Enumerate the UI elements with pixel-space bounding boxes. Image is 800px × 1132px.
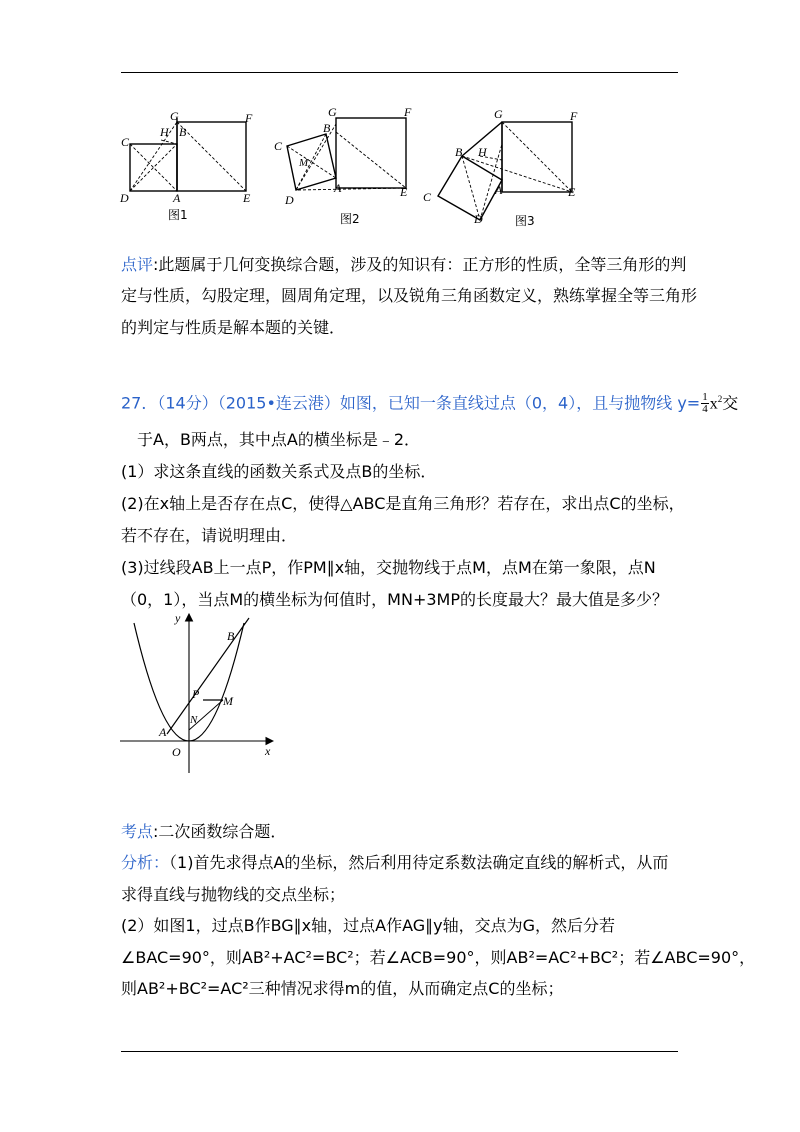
label-B: B	[179, 125, 187, 139]
figure-3	[420, 104, 585, 224]
label-A: A	[334, 181, 342, 195]
question-header-a: ．（14分）（2015•连云港）如图，已知一条直线过点（0，4），且与抛物线 y=	[141, 393, 701, 413]
graph-label-M: M	[223, 694, 233, 708]
kaodian-label: 考点	[121, 822, 154, 841]
label-C: C	[121, 135, 130, 149]
label-D: D	[474, 212, 483, 224]
figure-2-caption: 图2	[340, 212, 360, 226]
comment-line-3: 的判定与性质是解本题的关键．	[121, 318, 346, 337]
label-E: E	[568, 185, 576, 199]
parabola-graph	[115, 608, 280, 778]
comment-text-1: :此题属于几何变换综合题，涉及的知识有：正方形的性质，全等三角形的判	[153, 255, 687, 274]
label-C: C	[423, 190, 432, 204]
question-header-x: x	[709, 395, 718, 413]
label-B: B	[455, 145, 463, 159]
label-H: H	[160, 125, 169, 139]
figure-1-caption: 图1	[168, 208, 188, 222]
top-rule	[121, 72, 678, 73]
graph-label-y: y	[175, 611, 181, 625]
analysis-line-5: 则AB²+BC²=AC²三种情况求得m的值，从而确定点C的坐标；	[121, 979, 564, 998]
label-A: A	[173, 191, 181, 205]
label-B: B	[323, 121, 331, 135]
fraction-numerator: 1	[702, 391, 708, 404]
analysis-line-3: (2）如图1，过点B作BG∥x轴，过点A作AG∥y轴，交点为G，然后分若	[121, 916, 616, 935]
label-A: A	[495, 183, 503, 197]
question-part-2a: (2)在x轴上是否存在点C，使得△ABC是直角三角形？若存在，求出点C的坐标，	[121, 494, 685, 513]
label-F: F	[245, 111, 253, 125]
comment-line-2: 定与性质，勾股定理，圆周角定理，以及锐角三角函数定义，熟练掌握全等三角形	[121, 286, 698, 305]
kaodian-line	[121, 822, 286, 842]
graph-label-x: x	[265, 744, 271, 758]
analysis-line-2: 求得直线与抛物线的交点坐标；	[121, 885, 346, 904]
label-G: G	[328, 105, 337, 119]
question-line-2: 于A，B两点，其中点A的横坐标是﹣2．	[137, 430, 421, 449]
graph-label-O: O	[172, 745, 181, 759]
label-D: D	[120, 191, 129, 205]
question-number: 27	[121, 393, 142, 413]
analysis-line-4: ∠BAC=90°，则AB²+AC²=BC²；若∠ACB=90°，则AB²=AC²+BC²；若∠ABC=90°，	[121, 948, 756, 967]
figure-1	[118, 108, 258, 208]
fenxi-label: 分析：	[121, 853, 170, 872]
comment-label: 点评	[121, 255, 154, 274]
kaodian-text: :二次函数综合题．	[153, 822, 287, 841]
figure-3-caption: 图3	[515, 214, 535, 228]
question-header	[121, 389, 738, 415]
question-part-1: (1）求这条直线的函数关系式及点B的坐标．	[121, 462, 437, 481]
label-F: F	[404, 105, 412, 119]
fraction-denominator: 4	[702, 403, 708, 416]
bottom-rule	[121, 1051, 678, 1052]
comment-line-1	[121, 255, 686, 275]
label-D: D	[285, 193, 294, 207]
fenxi-text: （1)首先求得点A的坐标，然后利用待定系数法确定直线的解析式，从而	[169, 853, 669, 872]
question-part-3b: （0，1），当点M的横坐标为何值时，MN+3MP的长度最大？最大值是多少？	[121, 590, 668, 609]
question-header-exp: 2	[717, 394, 723, 404]
label-H: H	[478, 145, 487, 159]
graph-label-P: P	[192, 687, 200, 701]
fraction-one-quarter	[701, 392, 709, 415]
figure-2	[268, 104, 418, 209]
label-G: G	[494, 107, 503, 121]
graph-label-A: A	[159, 725, 167, 739]
question-header-c: 交	[722, 393, 739, 413]
label-F: F	[570, 109, 578, 123]
label-E: E	[243, 191, 251, 205]
question-part-2b: 若不存在，请说明理由．	[121, 526, 298, 545]
label-G: G	[170, 109, 179, 123]
graph-label-B: B	[227, 629, 235, 643]
graph-label-N: N	[190, 714, 198, 726]
label-E: E	[400, 185, 408, 199]
question-part-3a: (3)过线段AB上一点P，作PM∥x轴，交抛物线于点M，点M在第一象限，点N	[121, 558, 656, 577]
label-C: C	[274, 139, 283, 153]
label-M: M	[299, 157, 309, 169]
fenxi-line	[121, 853, 668, 873]
